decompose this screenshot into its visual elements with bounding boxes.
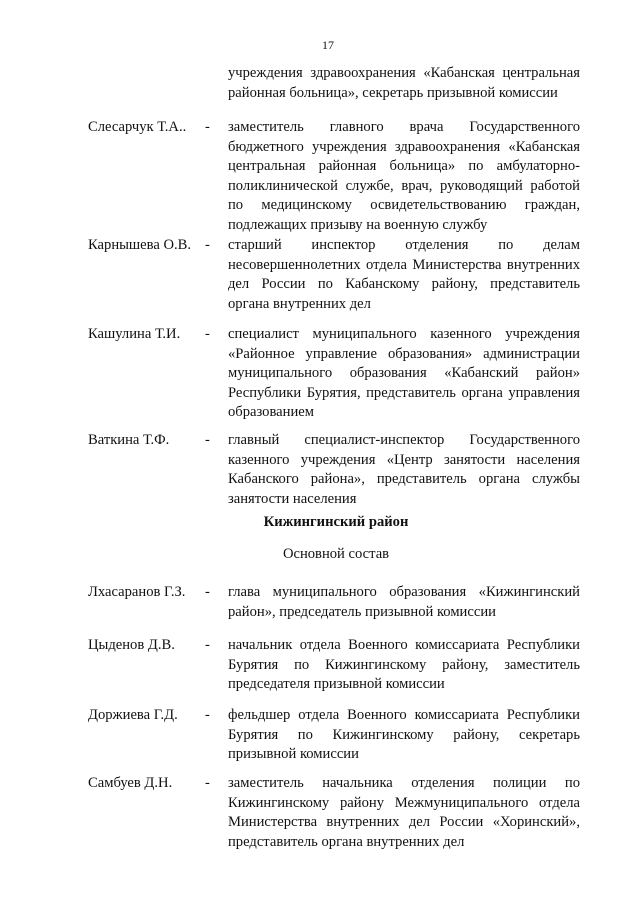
member-dash: - <box>205 775 210 791</box>
member-dash: - <box>205 237 210 253</box>
continuation-text: учреждения здравоохранения «Кабанская центральная районная больница», секретарь призывной комиссии <box>228 65 580 101</box>
member-description: главный специалист-инспектор Государственного казенного учреждения «Центр занятости населения Кабанского района», представитель органа службы занятости населения <box>228 432 580 507</box>
member-name: Карнышева О.В. <box>88 237 192 253</box>
member-description: глава муниципального образования «Кижингинский район», председатель призывной комиссии <box>228 584 580 620</box>
member-name: Кашулина Т.И. <box>88 326 181 342</box>
member-dash: - <box>205 637 210 653</box>
section-heading: Кижингинский район <box>263 514 409 530</box>
member-name: Цыденов Д.В. <box>88 637 175 653</box>
member-name: Лхасаранов Г.З. <box>88 584 186 600</box>
member-description: заместитель начальника отделения полиции по Кижингинскому району Межмуниципального отдела Министерства внутренних дел России «Хоринский», представитель органа внутренних дел <box>228 775 580 850</box>
member-dash: - <box>205 707 210 723</box>
member-dash: - <box>205 432 210 448</box>
member-dash: - <box>205 119 210 135</box>
member-name: Самбуев Д.Н. <box>88 775 173 791</box>
member-name: Доржиева Г.Д. <box>88 707 178 723</box>
member-description: старший инспектор отделения по делам несовершеннолетних отдела Министерства внутренних дел России по Кабанскому району, представитель органа внутренних дел <box>228 237 580 312</box>
member-description: заместитель главного врача Государственного бюджетного учреждения здравоохранения «Кабанская центральная районная больница» по амбулаторно-поликлинической службе, врач, руководящий работой по медицинскому освидетельствованию граждан, подлежащих призыву на военную службу <box>228 119 580 233</box>
member-dash: - <box>205 326 210 342</box>
page-number: 17 <box>322 38 334 52</box>
member-description: специалист муниципального казенного учреждения «Районное управление образования» администрации муниципального образования «Кабанский район» Республики Бурятия, представитель органа управления образованием <box>228 326 580 421</box>
member-name: Слесарчук Т.А.. <box>88 119 187 135</box>
member-name: Ваткина Т.Ф. <box>88 432 170 448</box>
member-description: фельдшер отдела Военного комиссариата Республики Бурятия по Кижингинскому району, секретарь призывной комиссии <box>228 707 580 763</box>
member-dash: - <box>205 584 210 600</box>
subsection-heading: Основной состав <box>282 546 390 562</box>
member-description: начальник отдела Военного комиссариата Республики Бурятия по Кижингинскому району, заместитель председателя призывной комиссии <box>228 637 580 693</box>
